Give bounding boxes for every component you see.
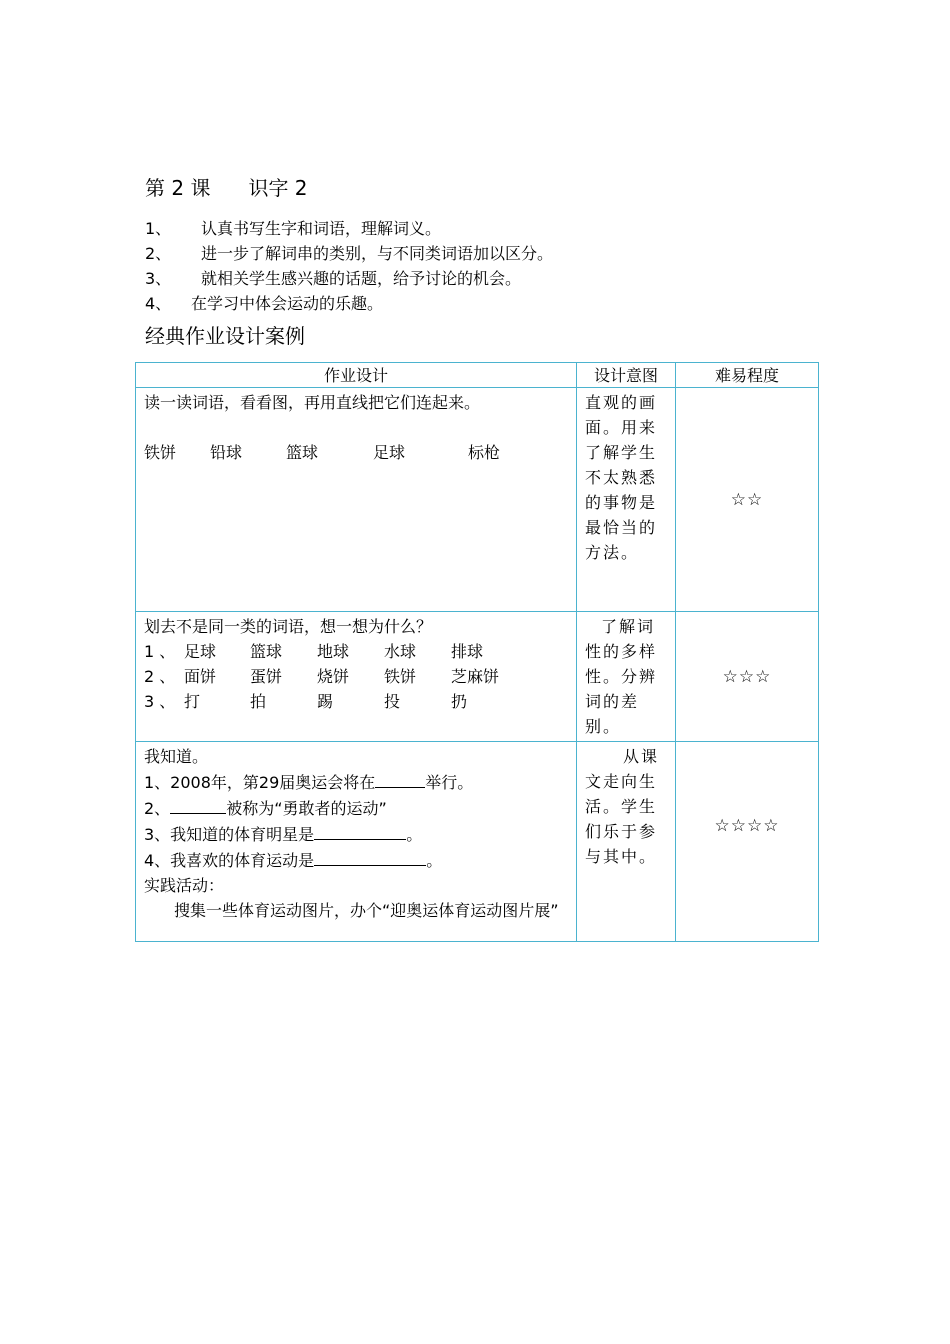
header-difficulty: 难易程度 [676, 363, 819, 388]
lesson-number: 第 2 课 [145, 176, 211, 200]
lesson-name: 识字 2 [248, 176, 308, 200]
answer-blank [314, 821, 406, 840]
row2-prompt: 划去不是同一类的词语，想一想为什么？ [144, 617, 433, 636]
row3-difficulty-stars: ☆☆☆☆ [676, 742, 819, 942]
table-row [136, 388, 819, 612]
row3-design [136, 742, 577, 942]
row2-line-2: 2 、 面饼 蛋饼 烧饼 铁饼 芝麻饼 [144, 667, 500, 686]
practice-title: 实践活动： [144, 876, 225, 895]
objective-1: 1、 认真书写生字和词语，理解词义。 [145, 219, 442, 238]
section-title: 经典作业设计案例 [145, 324, 305, 348]
row2-line-1: 1 、 足球 篮球 地球 水球 排球 [144, 642, 484, 661]
row2-line-3: 3 、 打 拍 踢 投 扔 [144, 692, 468, 711]
row1-word-list [144, 440, 568, 465]
practice-text: 搜集一些体育运动图片，办个“迎奥运体育运动图片展” [174, 901, 559, 920]
row2-intent: 了解词性的多样性。分辨词的差别。 [577, 612, 676, 742]
word-item: 铅球 [210, 443, 243, 462]
table-row [136, 742, 819, 942]
row3-heading: 我知道。 [144, 747, 209, 766]
header-intent: 设计意图 [577, 363, 676, 388]
row2-design [136, 612, 577, 742]
objective-3: 3、 就相关学生感兴趣的话题，给予讨论的机会。 [145, 269, 522, 288]
objective-2: 2、 进一步了解词串的类别，与不同类词语加以区分。 [145, 244, 554, 263]
table-header-row [136, 363, 819, 388]
objective-4: 4、 在学习中体会运动的乐趣。 [145, 294, 384, 313]
row3-intent: 从课文走向生活。学生们乐于参与其中。 [577, 742, 676, 942]
answer-blank [314, 847, 426, 866]
row3-question-1: 1、2008年，第29届奥运会将在 举行。 [144, 769, 568, 795]
row3-question-3: 3、我知道的体育明星是 。 [144, 821, 568, 847]
word-item: 足球 [373, 443, 406, 462]
word-item: 标枪 [468, 443, 501, 462]
word-item: 篮球 [286, 443, 319, 462]
row2-difficulty-stars: ☆☆☆ [676, 612, 819, 742]
header-design: 作业设计 [136, 363, 577, 388]
row1-design [136, 388, 577, 612]
answer-blank [375, 769, 425, 788]
row3-question-2: 2、 被称为“勇敢者的运动” [144, 795, 568, 821]
answer-blank [170, 795, 226, 814]
row3-question-4: 4、我喜欢的体育运动是 。 [144, 847, 568, 873]
word-item: 铁饼 [144, 443, 177, 462]
row1-prompt: 读一读词语，看看图，再用直线把它们连起来。 [144, 393, 481, 412]
table-row [136, 612, 819, 742]
row1-difficulty-stars: ☆☆ [676, 388, 819, 612]
homework-table [135, 362, 819, 942]
lesson-title [145, 172, 308, 201]
row1-intent: 直观的画面。用来了解学生不太熟悉的事物是最恰当的方法。 [577, 388, 676, 612]
